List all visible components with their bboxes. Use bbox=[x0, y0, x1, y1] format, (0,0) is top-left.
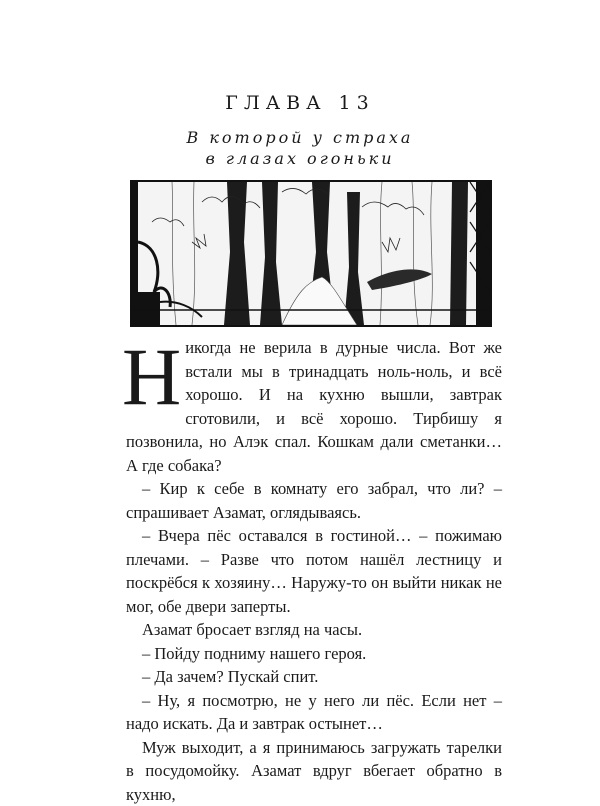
paragraph: – Пойду подниму нашего героя. bbox=[126, 642, 502, 666]
paragraph: Азамат бросает взгляд на часы. bbox=[126, 618, 502, 642]
paragraph: – Кир к себе в комнату его забрал, что ли? – спрашивает Азамат, оглядываясь. bbox=[126, 477, 502, 524]
paragraph-text: икогда не верила в дурные числа. Вот же встали мы в тринадцать ноль-ноль, и всё хорошо. И на кухню вышли, завтрак сготовили, и всё хорошо. Тирбишу я позвонила, но Алэк спал. Кошкам дали сметанки… А где собака? bbox=[126, 338, 502, 475]
chapter-title: ГЛАВА 13 bbox=[0, 92, 600, 114]
chapter-subtitle-line-2: в глазах огоньки bbox=[0, 149, 600, 168]
paragraph: – Ну, я посмотрю, не у него ли пёс. Если нет – надо искать. Да и завтрак остынет… bbox=[126, 689, 502, 736]
paragraph bbox=[126, 336, 502, 477]
drop-cap: Н bbox=[122, 336, 181, 412]
forest-illustration bbox=[130, 180, 492, 327]
chapter-body bbox=[126, 336, 502, 806]
paragraph: Муж выходит, а я принимаюсь загружать тарелки в посудомойку. Азамат вдруг вбегает обратно в кухню, bbox=[126, 736, 502, 806]
chapter-subtitle-line-1: В которой у страха bbox=[0, 128, 600, 147]
paragraph: – Да зачем? Пускай спит. bbox=[126, 665, 502, 689]
paragraph: – Вчера пёс оставался в гостиной… – пожимаю плечами. – Разве что потом нашёл лестницу и поскрёбся к хозяину… Наружу-то он выйти никак не мог, обе двери заперты. bbox=[126, 524, 502, 618]
